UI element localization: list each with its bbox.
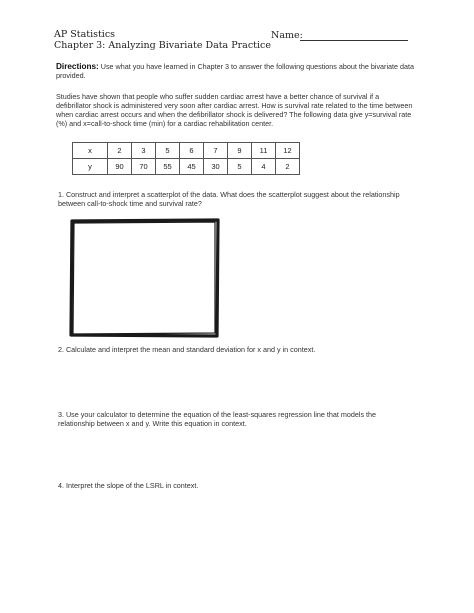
table-cell: 5 <box>156 143 180 159</box>
table-cell: 90 <box>108 159 132 175</box>
name-label: Name: <box>271 30 303 41</box>
table-row-y <box>73 159 300 175</box>
chapter-title: Chapter 3: Analyzing Bivariate Data Practice <box>54 40 271 51</box>
question-1: 1. Construct and interpret a scatterplot of the data. What does the scatterplot suggest about the relationship between call-to-shock time and survival rate? <box>58 190 400 208</box>
table-cell: 2 <box>108 143 132 159</box>
directions-paragraph <box>56 62 416 80</box>
table-cell: 3 <box>132 143 156 159</box>
table-row-x <box>73 143 300 159</box>
intro-paragraph: Studies have shown that people who suffer sudden cardiac arrest have a better chance of survival if a defibrillator shock is administered very soon after cardiac arrest. How is survival rate related to the time between when cardiac arrest occurs and when the defibrillator shock is delivered? The following data give y=survival rate (%) and x=call-to-shock time (min) for a cardiac rehabilitation center. <box>56 92 413 128</box>
course-title: AP Statistics <box>54 29 116 40</box>
table-cell: 4 <box>252 159 276 175</box>
scatterplot-drawing-box[interactable] <box>68 218 220 338</box>
table-cell: 55 <box>156 159 180 175</box>
table-cell: 7 <box>204 143 228 159</box>
question-3: 3. Use your calculator to determine the equation of the least-squares regression line that models the relationship between x and y. Write this equation in context. <box>58 410 377 428</box>
table-cell: 11 <box>252 143 276 159</box>
table-cell: 70 <box>132 159 156 175</box>
table-cell: 5 <box>228 159 252 175</box>
question-2: 2. Calculate and interpret the mean and standard deviation for x and y in context. <box>58 345 316 354</box>
table-header-y: y <box>73 159 108 175</box>
table-cell: 45 <box>180 159 204 175</box>
table-header-x: x <box>73 143 108 159</box>
table-cell: 9 <box>228 143 252 159</box>
question-4: 4. Interpret the slope of the LSRL in context. <box>58 481 199 490</box>
table-cell: 12 <box>276 143 300 159</box>
directions-label: Directions: <box>56 62 99 71</box>
directions-text: Use what you have learned in Chapter 3 to answer the following questions about the bivariate data provided. <box>56 62 415 80</box>
name-blank-line <box>300 40 408 41</box>
table-cell: 6 <box>180 143 204 159</box>
table-cell: 2 <box>276 159 300 175</box>
data-table <box>72 142 300 175</box>
table-cell: 30 <box>204 159 228 175</box>
